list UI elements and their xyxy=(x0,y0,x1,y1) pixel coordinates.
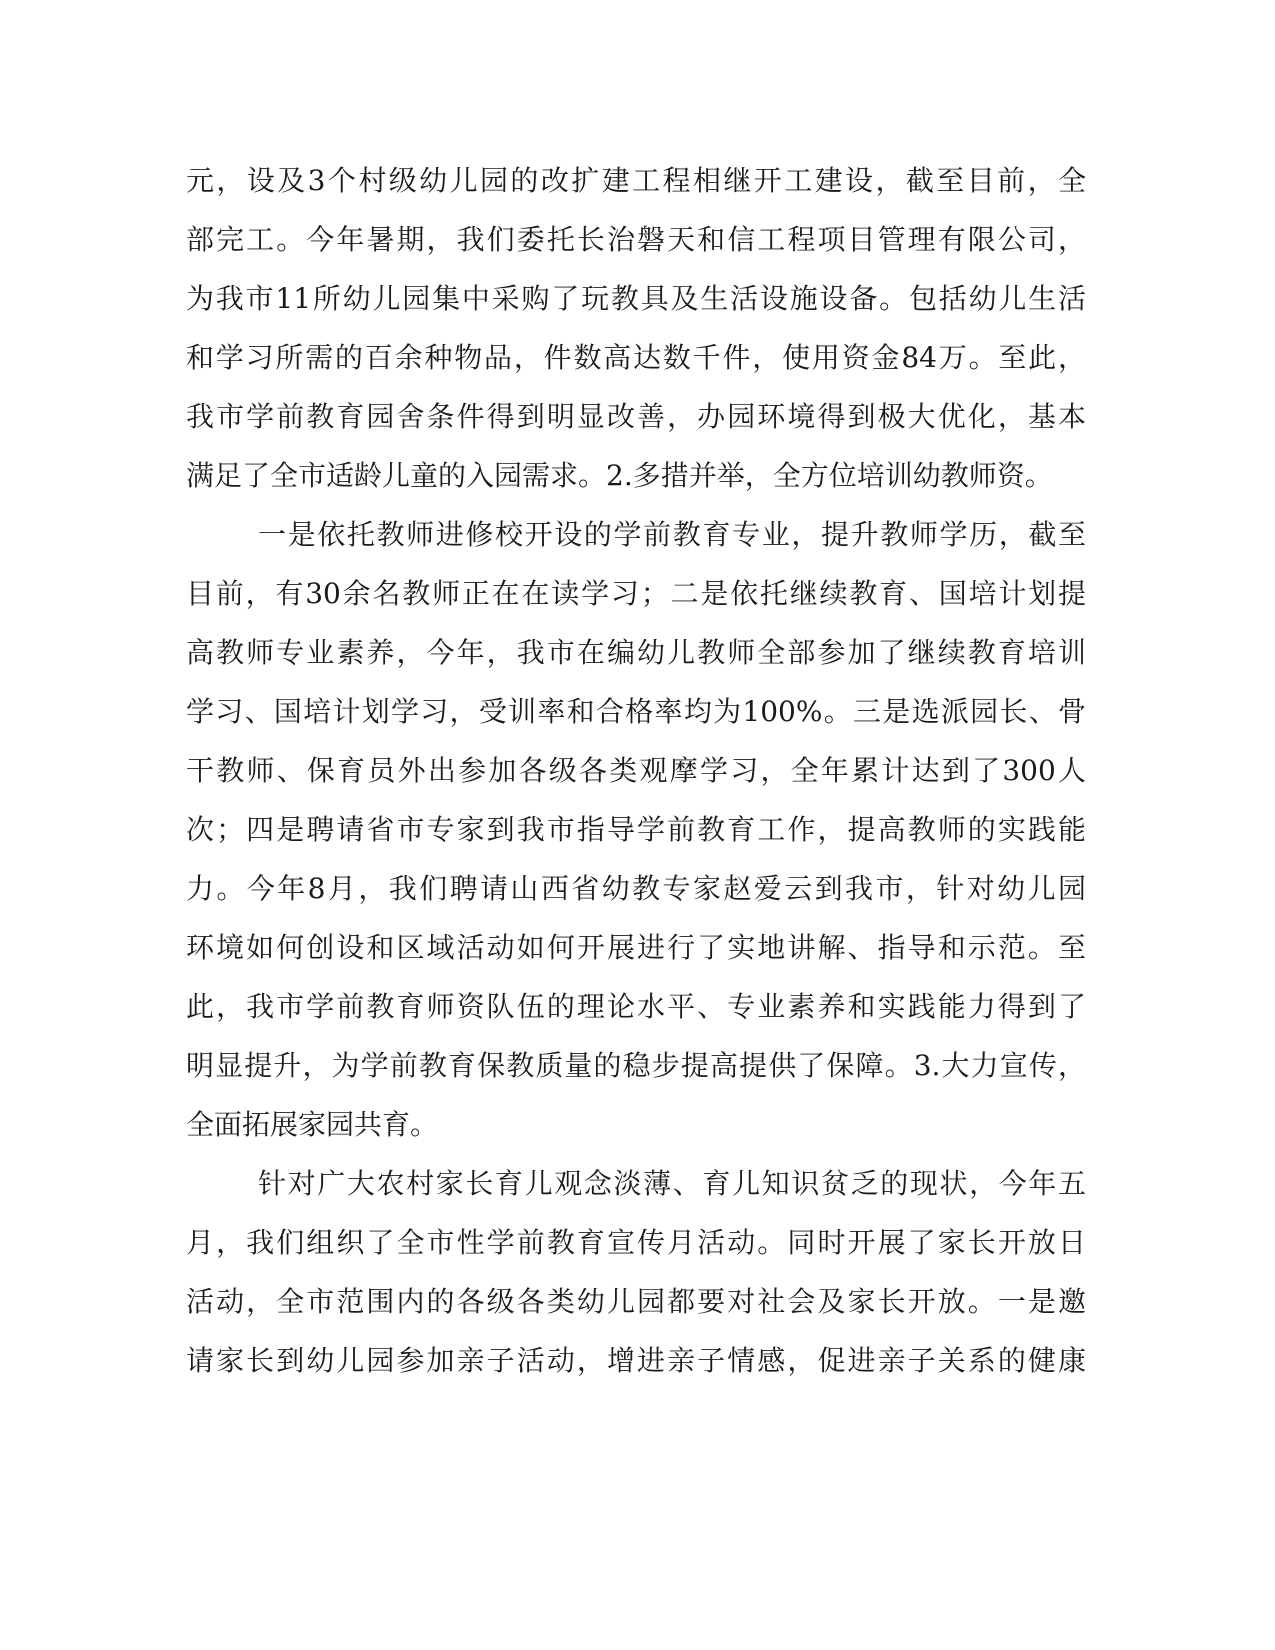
text-line: 次；四是聘请省市专家到我市指导学前教育工作，提高教师的实践能 xyxy=(186,813,1086,846)
text-line: 高教师专业素养，今年，我市在编幼儿教师全部参加了继续教育培训 xyxy=(186,636,1086,669)
text-line: 力。今年8月，我们聘请山西省幼教专家赵爱云到我市，针对幼儿园 xyxy=(186,872,1086,905)
text-line: 元，设及3个村级幼儿园的改扩建工程相继开工建设，截至目前，全 xyxy=(186,164,1086,197)
text-line: 我市学前教育园舍条件得到明显改善，办园环境得到极大优化，基本 xyxy=(186,400,1086,433)
text-line: 请家长到幼儿园参加亲子活动，增进亲子情感，促进亲子关系的健康 xyxy=(186,1344,1086,1377)
paragraph-first-line: 针对广大农村家长育儿观念淡薄、育儿知识贫乏的现状，今年五 xyxy=(258,1167,1086,1200)
text-line: 目前，有30余名教师正在在读学习；二是依托继续教育、国培计划提 xyxy=(186,577,1086,610)
text-line: 满足了全市适龄儿童的入园需求。2.多措并举，全方位培训幼教师资。 xyxy=(186,459,1053,492)
text-line: 学习、国培计划学习，受训率和合格率均为100%。三是选派园长、骨 xyxy=(186,695,1086,728)
text-line: 月，我们组织了全市性学前教育宣传月活动。同时开展了家长开放日 xyxy=(186,1226,1086,1259)
text-line: 和学习所需的百余种物品，件数高达数千件，使用资金84万。至此， xyxy=(186,341,1086,374)
text-line: 干教师、保育员外出参加各级各类观摩学习，全年累计达到了300人 xyxy=(186,754,1086,787)
text-line: 部完工。今年暑期，我们委托长治磐天和信工程项目管理有限公司， xyxy=(186,223,1086,256)
text-line: 此，我市学前教育师资队伍的理论水平、专业素养和实践能力得到了 xyxy=(186,990,1086,1023)
text-line: 明显提升，为学前教育保教质量的稳步提高提供了保障。3.大力宣传， xyxy=(186,1049,1086,1082)
paragraph-first-line: 一是依托教师进修校开设的学前教育专业，提升教师学历，截至 xyxy=(258,518,1086,551)
text-line: 环境如何创设和区域活动如何开展进行了实地讲解、指导和示范。至 xyxy=(186,931,1086,964)
text-line: 为我市11所幼儿园集中采购了玩教具及生活设施设备。包括幼儿生活 xyxy=(186,282,1086,315)
text-line: 活动，全市范围内的各级各类幼儿园都要对社会及家长开放。一是邀 xyxy=(186,1285,1086,1318)
text-line: 全面拓展家园共育。 xyxy=(186,1108,439,1141)
